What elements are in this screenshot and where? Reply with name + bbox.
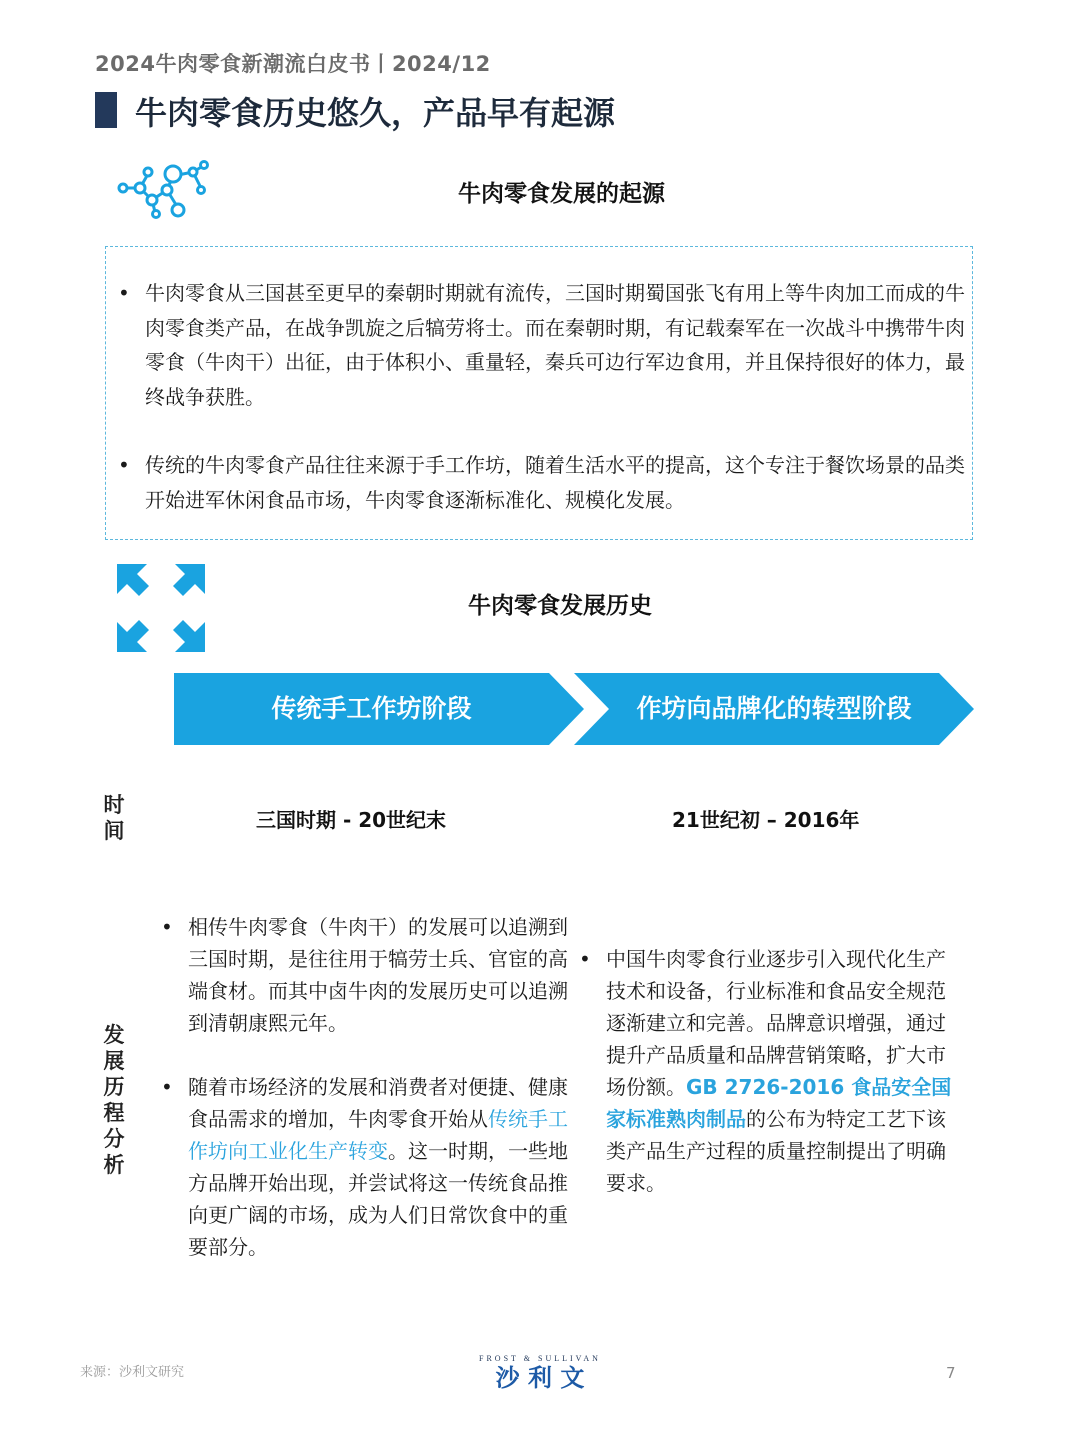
logo-english: FROST & SULLIVAN	[479, 1354, 601, 1363]
origin-heading: 牛肉零食发展的起源	[458, 181, 665, 207]
analysis-side-label: 发展历程分析	[103, 1023, 125, 1177]
stage-time-2: 21世纪初 – 2016年	[672, 808, 860, 832]
page-number: 7	[946, 1364, 956, 1382]
stage1-bullet-2: • 随着市场经济的发展和消费者对便捷、健康食品需求的增加，牛肉零食开始从传统手工作坊向工业化生产转变。这一时期，一些地方品牌开始出现，并尝试将这一传统食品推向更广阔的市场，成为人们日常饮食中的重要部分。	[161, 1075, 568, 1259]
origin-bullet-1: • 牛肉零食从三国甚至更早的秦朝时期就有流传，三国时期蜀国张飞有用上等牛肉加工而成的牛肉零食类产品，在战争凯旋之后犒劳将士。而在秦朝时期，有记载秦军在一次战斗中携带牛肉零食（牛肉干）出征，由于体积小、重量轻，秦兵可边行军边食用，并且保持很好的体力，最终战争获胜。	[118, 281, 965, 409]
footer-source: 来源：沙利文研究	[80, 1365, 185, 1380]
gb-standard-highlight: GB 2726-2016 食品安全国家标准熟肉制品	[606, 1075, 952, 1131]
frost-sullivan-logo	[470, 1354, 610, 1393]
expand-arrows-icon	[115, 562, 207, 654]
page-title: 牛肉零食历史悠久，产品早有起源	[135, 94, 616, 132]
report-header: 2024牛肉零食新潮流白皮书丨2024/12	[95, 52, 491, 76]
stage1-bullet-1: • 相传牛肉零食（牛肉干）的发展可以追溯到三国时期，是往往用于犒劳士兵、官宦的高端食材。而其中卤牛肉的发展历史可以追溯到清朝康熙元年。	[161, 915, 568, 1035]
stage-label-1: 传统手工作坊阶段	[271, 694, 472, 723]
stage1-highlight: 传统手工作坊向工业化生产转变	[188, 1107, 568, 1163]
stage-label-2: 作坊向品牌化的转型阶段	[636, 694, 912, 723]
stage2-bullet-1: • 中国牛肉零食行业逐步引入现代化生产技术和设备，行业标准和食品安全规范逐渐建立和完善。品牌意识增强，通过提升产品质量和品牌营销策略，扩大市场份额。GB 2726-2016 食品安全国家标准熟肉制品的公布为特定工艺下该类产品生产过程的质量控制提出了明确要求。	[579, 947, 952, 1195]
logo-chinese: 沙 利 文	[495, 1364, 585, 1392]
time-side-label: 时间	[103, 793, 125, 843]
history-heading: 牛肉零食发展历史	[468, 593, 652, 619]
molecule-network-icon	[115, 160, 210, 220]
stage-time-1: 三国时期 - 20世纪末	[256, 808, 447, 832]
title-accent-bar	[95, 92, 117, 128]
origin-bullet-2: • 传统的牛肉零食产品往往来源于手工作坊，随着生活水平的提高，这个专注于餐饮场景的品类开始进军休闲食品市场，牛肉零食逐渐标准化、规模化发展。	[118, 453, 965, 512]
stage-arrow-band	[174, 673, 974, 749]
